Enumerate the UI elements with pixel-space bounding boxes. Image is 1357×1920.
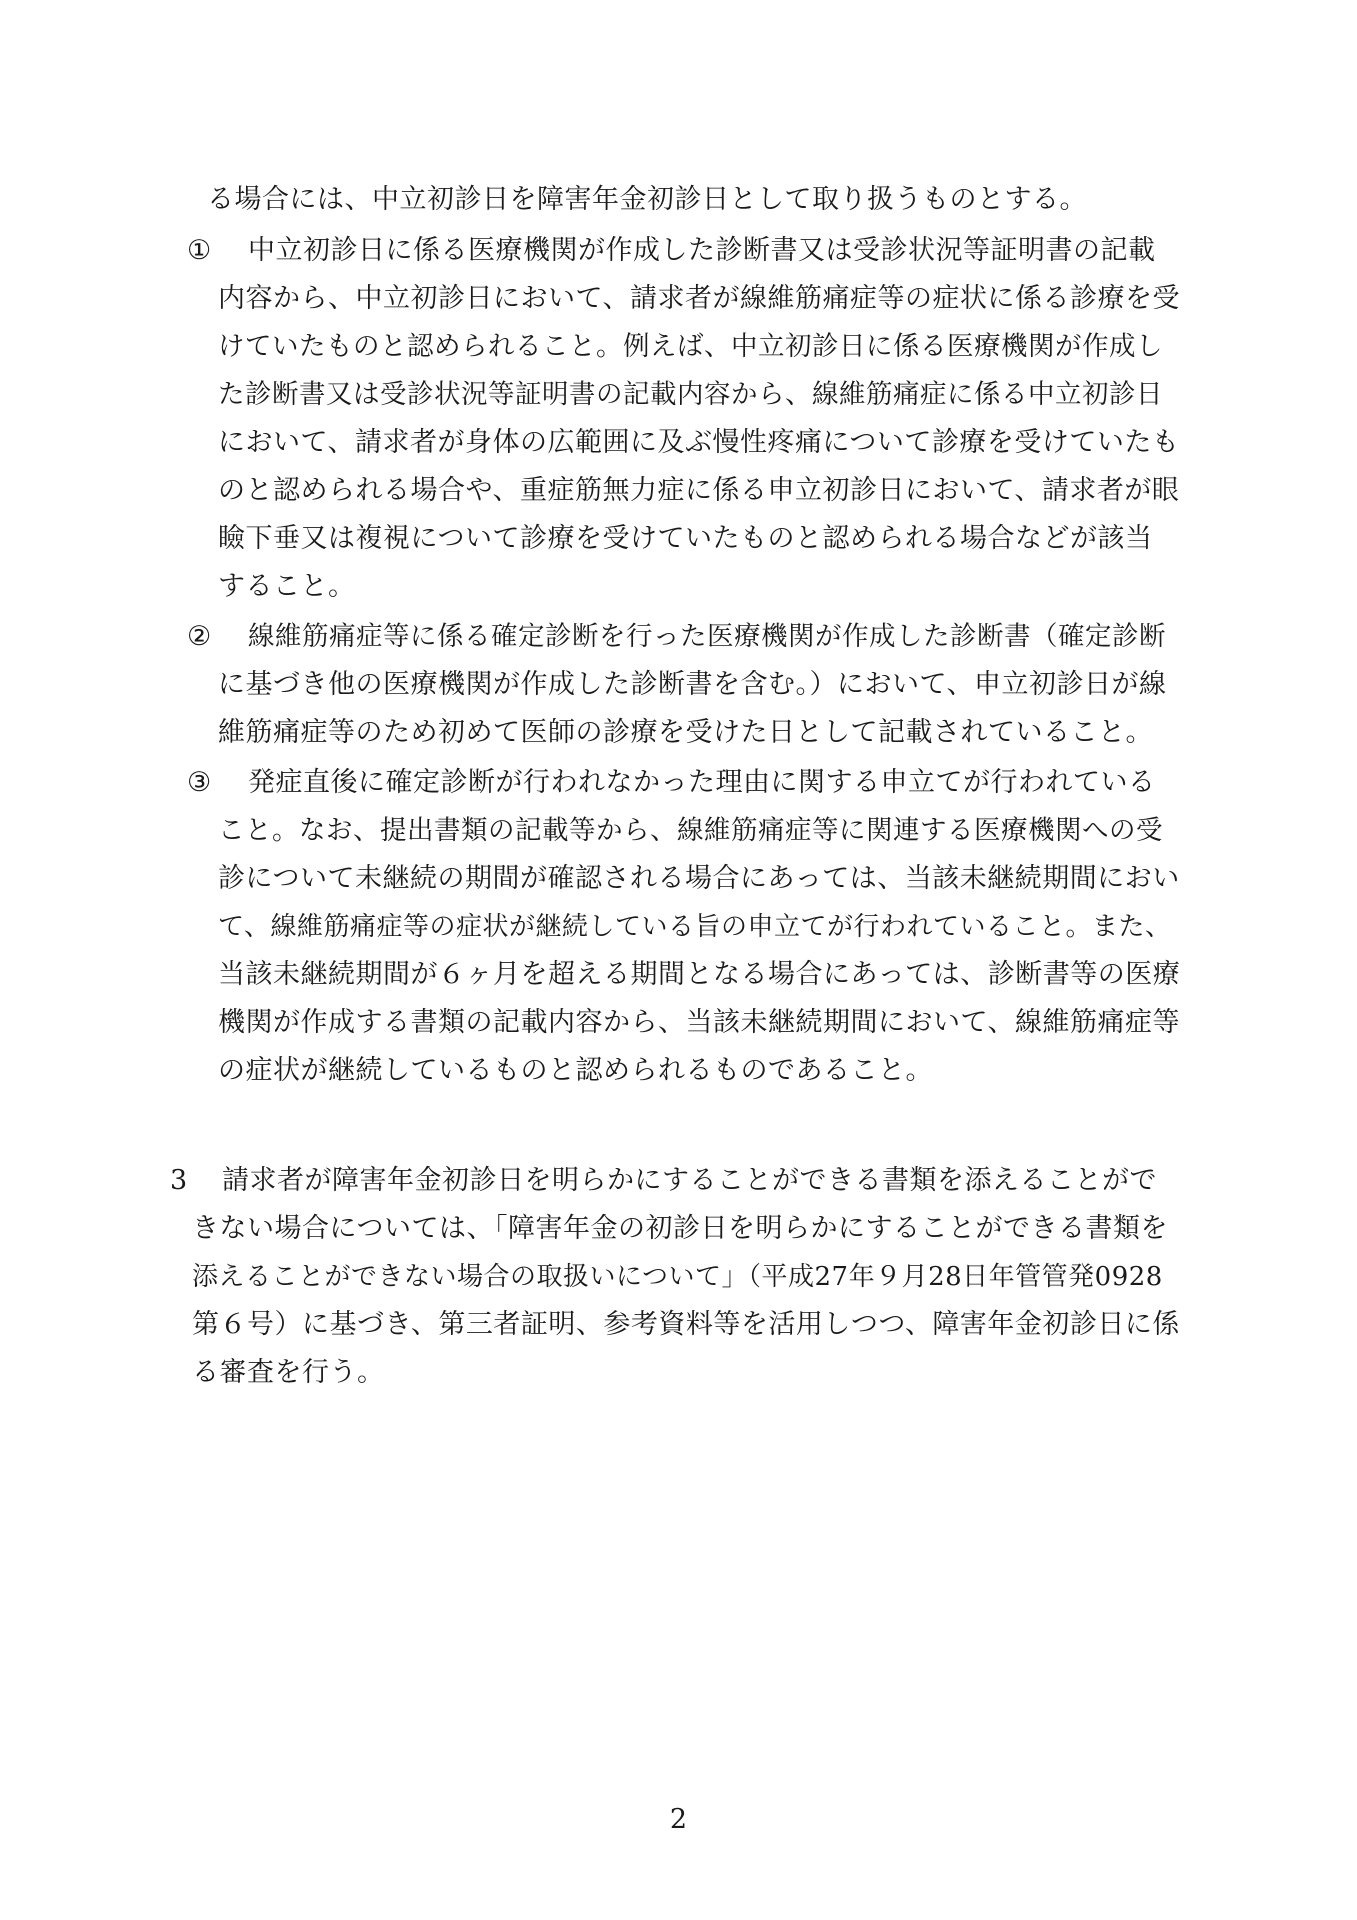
section-3-number: 3	[170, 1165, 188, 1196]
item-2-line: 維筋痛症等のため初めて医師の診療を受けた日として記載されていること。	[218, 717, 1153, 748]
page-number: 2	[669, 1804, 688, 1835]
section-3-line: る審査を行う。	[192, 1357, 385, 1388]
section-3-line: 第６号）に基づき、第三者証明、参考資料等を活用しつつ、障害年金初診日に係	[192, 1309, 1180, 1340]
section-3-line: 添えることができない場合の取扱いについて」（平成27年９月28日年管管発0928	[192, 1262, 1163, 1292]
item-3-line: 発症直後に確定診断が行われなかった理由に関する申立てが行われている	[248, 767, 1156, 798]
item-1-line: けていたものと認められること。例えば、中立初診日に係る医療機関が作成し	[218, 331, 1163, 362]
item-3-marker: ③	[187, 767, 212, 798]
item-2-line: に基づき他の医療機関が作成した診断書を含む。）において、申立初診日が線	[218, 669, 1167, 700]
item-3-line: の症状が継続しているものと認められるものであること。	[218, 1055, 933, 1086]
item-1-line: 瞼下垂又は複視について診療を受けていたものと認められる場合などが該当	[218, 523, 1153, 554]
section-3-line: 請求者が障害年金初診日を明らかにすることができる書類を添えることがで	[222, 1165, 1157, 1196]
item-1-line: において、請求者が身体の広範囲に及ぶ慢性疼痛について診療を受けていたも	[218, 427, 1180, 458]
item-3-line: 機関が作成する書類の記載内容から、当該未継続期間において、線維筋痛症等	[218, 1007, 1180, 1038]
item-1-line: 内容から、中立初診日において、請求者が線維筋痛症等の症状に係る診療を受	[218, 283, 1180, 314]
item-3-line: て、線維筋痛症等の症状が継続している旨の申立てが行われていること。また、	[218, 912, 1172, 942]
item-1-line: 中立初診日に係る医療機関が作成した診断書又は受診状況等証明書の記載	[248, 235, 1156, 266]
intro-line: る場合には、中立初診日を障害年金初診日として取り扱うものとする。	[207, 184, 1087, 215]
item-3-line: 当該未継続期間が６ヶ月を超える期間となる場合にあっては、診断書等の医療	[218, 959, 1181, 990]
item-1-line: すること。	[218, 571, 356, 602]
item-3-line: こと。なお、提出書類の記載等から、線維筋痛症等に関連する医療機関への受	[218, 815, 1163, 846]
section-3-line: きない場合については、「障害年金の初診日を明らかにすることができる書類を	[192, 1213, 1168, 1244]
item-2-marker: ②	[187, 621, 212, 652]
item-2-line: 線維筋痛症等に係る確定診断を行った医療機関が作成した診断書（確定診断	[248, 621, 1166, 652]
item-3-line: 診について未継続の期間が確認される場合にあっては、当該未継続期間におい	[218, 863, 1180, 894]
item-1-marker: ①	[187, 235, 212, 266]
item-1-line: た診断書又は受診状況等証明書の記載内容から、線維筋痛症に係る中立初診日	[218, 379, 1163, 410]
item-1-line: のと認められる場合や、重症筋無力症に係る申立初診日において、請求者が眼	[218, 475, 1180, 506]
